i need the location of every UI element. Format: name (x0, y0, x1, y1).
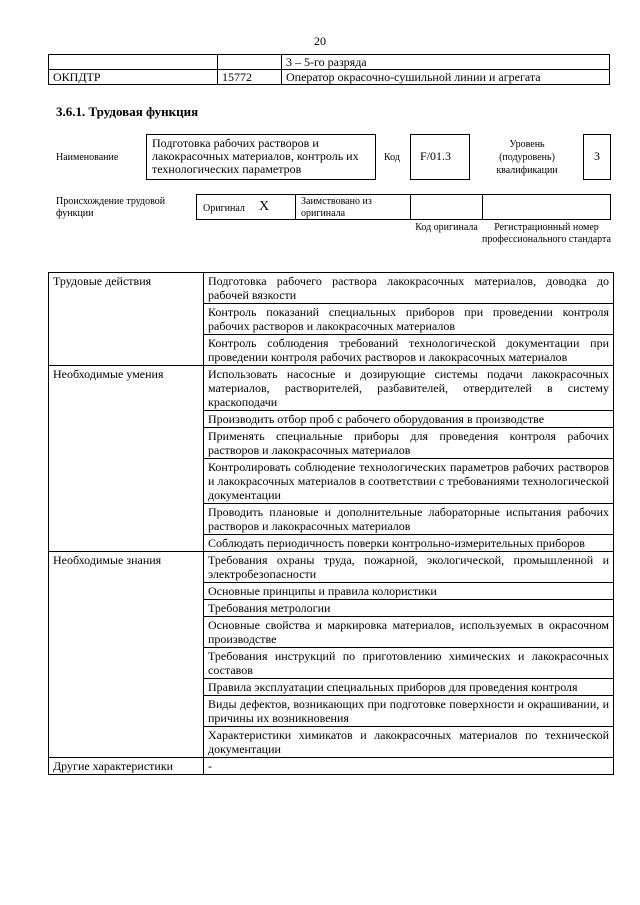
table-row (49, 273, 614, 304)
section-item: Контролировать соблюдение технологических параметров рабочих растворов и лакокрасочных материалов в соответствии с требованиями технологической документации (204, 459, 614, 504)
page-number: 20 (314, 34, 326, 48)
section-label: Другие характеристики (49, 758, 204, 775)
reg-number-box (482, 194, 611, 220)
section-label: Необходимые знания (49, 552, 204, 758)
section-item: Контроль показаний специальных приборов при проведении контроля рабочих растворов и лакокрасочных материалов (204, 304, 614, 335)
okpdtr-code-cell: ОКПДТР (49, 70, 218, 85)
reg-caption: Регистрационный номер профессионального стандарта (482, 222, 611, 245)
section-item: Производить отбор проб с рабочего оборудования в производстве (204, 411, 614, 428)
table-row (49, 70, 610, 85)
okpdtr-number-cell (218, 55, 282, 70)
section-item: Характеристики химикатов и лакокрасочных материалов по технической документации (204, 727, 614, 758)
name-value: Подготовка рабочих растворов и лакокрасочных материалов, контроль их технологических параметров (146, 134, 376, 180)
code-caption: Код оригинала (415, 222, 478, 233)
level-label: Уровень (подуровень) квалификации (496, 139, 558, 176)
original-code-box (410, 194, 483, 220)
section-item: Проводить плановые и дополнительные лабораторные испытания рабочих растворов и лакокрасочных материалов (204, 504, 614, 535)
code-value: F/01.3 (410, 134, 470, 180)
okpdtr-table (48, 54, 610, 85)
section-item: Требования метрологии (204, 600, 614, 617)
section-item: Основные принципы и правила колористики (204, 583, 614, 600)
okpdtr-title-cell: Оператор окрасочно-сушильной линии и агрегата (282, 70, 610, 85)
original-box (196, 194, 296, 220)
section-label: Необходимые умения (49, 366, 204, 552)
table-row (49, 55, 610, 70)
section-item: Соблюдать периодичность поверки контрольно-измерительных приборов (204, 535, 614, 552)
section-item: Подготовка рабочего раствора лакокрасочных материалов, доводка до рабочей вязкости (204, 273, 614, 304)
okpdtr-code-cell (49, 55, 218, 70)
level-value: 3 (583, 134, 611, 180)
function-table (48, 272, 614, 775)
section-item: Требования охраны труда, пожарной, экологической, промышленной и электробезопасности (204, 552, 614, 583)
section-item: Контроль соблюдения требований технологической документации при проведении контроля рабочих растворов и лакокрасочных материалов (204, 335, 614, 366)
okpdtr-title-cell: 3 – 5-го разряда (282, 55, 610, 70)
original-mark: X (259, 199, 270, 214)
table-row (49, 552, 614, 583)
section-item: Основные свойства и маркировка материалов, используемых в окрасочном производстве (204, 617, 614, 648)
origin-label: Происхождение трудовой функции (56, 196, 166, 219)
code-label: Код (384, 152, 400, 163)
name-label: Наименование (56, 152, 119, 163)
table-row (49, 758, 614, 775)
section-item: Требования инструкций по приготовлению химических и лакокрасочных составов (204, 648, 614, 679)
okpdtr-number-cell: 15772 (218, 70, 282, 85)
table-row (49, 366, 614, 411)
section-item: Использовать насосные и дозирующие системы подачи лакокрасочных материалов, растворителей, разбавителей, отвердителей в систему краскоподачи (204, 366, 614, 411)
section-item: - (204, 758, 614, 775)
borrowed-label: Заимствовано из оригинала (295, 194, 411, 220)
section-label: Трудовые действия (49, 273, 204, 366)
original-label: Оригинал (203, 203, 245, 214)
section-item: Виды дефектов, возникающих при подготовке поверхности и окрашивании, и причины их возникновения (204, 696, 614, 727)
section-item: Применять специальные приборы для проведения контроля рабочих растворов и лакокрасочных материалов (204, 428, 614, 459)
section-title: 3.6.1. Трудовая функция (56, 104, 199, 119)
section-item: Правила эксплуатации специальных приборов для проведения контроля (204, 679, 614, 696)
